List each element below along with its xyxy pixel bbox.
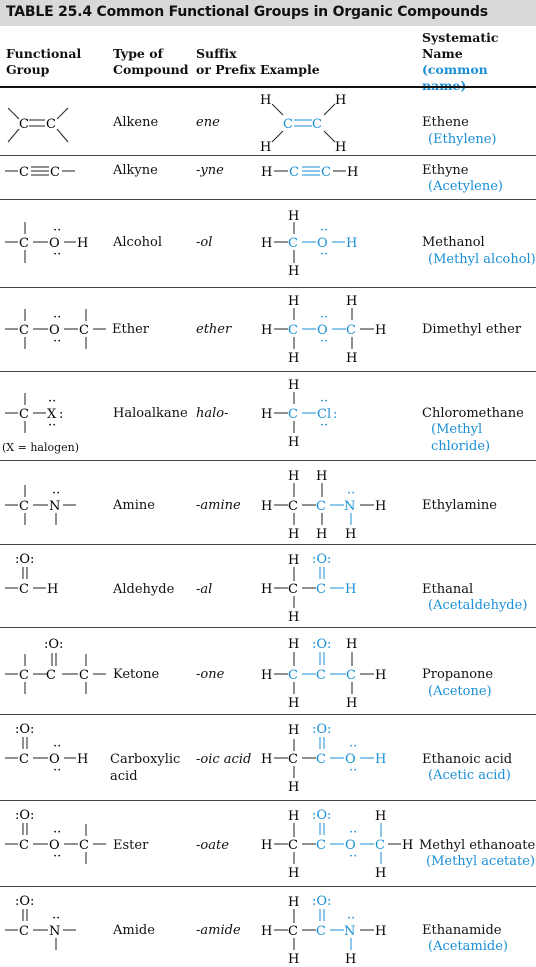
svg-text:··: ·· (53, 247, 62, 262)
table-row (0, 200, 536, 288)
header-common-name: (common (422, 62, 488, 77)
row-type: Alkene (113, 115, 159, 130)
table-row (0, 801, 536, 887)
svg-text:H: H (288, 895, 300, 910)
svg-text:C: C (19, 752, 29, 767)
svg-text:H: H (288, 780, 300, 795)
svg-text:O: O (345, 752, 356, 767)
svg-text:H: H (261, 668, 273, 683)
svg-text:H: H (347, 165, 359, 180)
svg-text:H: H (375, 499, 387, 514)
row-common-name: (Acetaldehyde) (428, 598, 528, 613)
svg-text:N: N (49, 924, 61, 939)
svg-text::O:: :O: (15, 894, 35, 909)
row-suffix: -ol (196, 235, 213, 250)
svg-text:H: H (261, 838, 273, 853)
header-example: Example (260, 62, 320, 77)
svg-text:H: H (346, 696, 358, 711)
row-suffix: -amine (196, 498, 241, 513)
svg-text:C: C (288, 668, 298, 683)
row-type: Ketone (113, 667, 160, 682)
row-name: Chloromethane (422, 406, 524, 421)
svg-text:H: H (375, 809, 387, 824)
svg-text:H: H (316, 527, 328, 542)
svg-text:C: C (79, 323, 89, 338)
svg-text:H: H (402, 838, 414, 853)
svg-text:H: H (77, 752, 89, 767)
row-suffix: -oic acid (196, 752, 252, 767)
svg-text:H: H (288, 435, 300, 450)
svg-text:··: ·· (52, 911, 61, 926)
svg-text:C: C (316, 924, 326, 939)
svg-text:C: C (375, 838, 385, 853)
svg-text:C: C (321, 165, 331, 180)
svg-text:X: X (47, 407, 57, 422)
svg-text:H: H (288, 469, 300, 484)
svg-text:H: H (261, 165, 273, 180)
svg-text:H: H (77, 236, 89, 251)
row-suffix: -one (196, 667, 225, 682)
svg-text:N: N (344, 499, 356, 514)
svg-text:H: H (375, 924, 387, 939)
svg-text:C: C (288, 407, 298, 422)
row-suffix: halo- (196, 406, 229, 421)
svg-text:C: C (316, 838, 326, 853)
row-type: Ether (112, 322, 149, 337)
svg-text:C: C (79, 668, 89, 683)
row-name: Propanone (422, 667, 494, 682)
svg-text:··: ·· (320, 394, 329, 409)
row-type: Amide (113, 923, 155, 938)
svg-text::: : (333, 407, 338, 422)
svg-text:··: ·· (48, 394, 57, 409)
table-title: TABLE 25.4 Common Functional Groups in Organic Compounds (6, 4, 488, 20)
svg-text:··: ·· (349, 849, 358, 864)
svg-text:H: H (346, 637, 358, 652)
svg-text:C: C (316, 582, 326, 597)
row-suffix: ether (196, 322, 232, 337)
row-suffix: -al (196, 582, 213, 597)
row-suffix: -amide (196, 923, 241, 938)
row-name: Methanol (422, 235, 485, 250)
svg-text:H: H (346, 236, 358, 251)
row-common-name: (Acetone) (428, 684, 492, 699)
svg-text:C: C (288, 924, 298, 939)
svg-text:H: H (260, 140, 272, 155)
svg-text:Cl: Cl (317, 407, 332, 422)
row-type: Aldehyde (113, 582, 175, 597)
svg-text:H: H (288, 696, 300, 711)
row-suffix: -yne (196, 163, 224, 178)
row-type: Ester (113, 838, 149, 853)
row-name: Ethyne (422, 163, 469, 178)
row-common-name: (Acetic acid) (428, 768, 511, 783)
svg-text:H: H (288, 809, 300, 824)
svg-text:··: ·· (349, 825, 358, 840)
svg-text::O:: :O: (312, 808, 332, 823)
table-row (0, 545, 536, 628)
svg-text:H: H (261, 924, 273, 939)
svg-text:H: H (288, 637, 300, 652)
svg-text:C: C (288, 582, 298, 597)
halogen-note: (X = halogen) (2, 441, 80, 454)
svg-text:C: C (288, 752, 298, 767)
svg-text:N: N (344, 924, 356, 939)
header-type: Type of Compound (113, 46, 189, 77)
svg-text:C: C (316, 499, 326, 514)
svg-text:··: ·· (48, 418, 57, 433)
svg-text:H: H (335, 93, 347, 108)
svg-text:C: C (288, 499, 298, 514)
svg-text:H: H (288, 294, 300, 309)
svg-text:C: C (19, 236, 29, 251)
svg-text:H: H (261, 752, 273, 767)
svg-text:C: C (46, 668, 56, 683)
svg-text:C: C (79, 838, 89, 853)
svg-text:H: H (288, 553, 300, 568)
svg-text:C: C (50, 165, 60, 180)
row-common-name: (Methyl alcohol) (428, 252, 536, 267)
svg-text:H: H (261, 323, 273, 338)
svg-text:C: C (19, 117, 29, 132)
svg-text:··: ·· (53, 334, 62, 349)
svg-text:··: ·· (347, 911, 356, 926)
row-common-name: (Ethylene) (428, 132, 497, 147)
svg-text:··: ·· (53, 849, 62, 864)
svg-text:H: H (375, 866, 387, 881)
table-row (0, 461, 536, 545)
row-name: Ethanal (422, 582, 474, 597)
svg-text:H: H (375, 323, 387, 338)
svg-text:··: ·· (53, 223, 62, 238)
row-type: Amine (113, 498, 155, 513)
svg-text:O: O (49, 236, 60, 251)
row-type: Alcohol (113, 235, 163, 250)
svg-text:C: C (19, 165, 29, 180)
svg-text:C: C (19, 668, 29, 683)
svg-text:H: H (288, 264, 300, 279)
svg-text:H: H (316, 469, 328, 484)
svg-text:H: H (346, 351, 358, 366)
svg-text:C: C (19, 582, 29, 597)
svg-text:··: ·· (53, 763, 62, 778)
table-row (0, 628, 536, 715)
svg-text::O:: :O: (312, 894, 332, 909)
svg-text:H: H (335, 140, 347, 155)
table-title-bar (0, 0, 536, 26)
svg-text:H: H (375, 752, 387, 767)
svg-text:C: C (289, 165, 299, 180)
svg-text:H: H (346, 294, 358, 309)
row-suffix: ene (196, 115, 220, 130)
svg-text:O: O (49, 838, 60, 853)
row-name: Ethanamide (422, 923, 502, 938)
row-suffix: -oate (196, 838, 229, 853)
row-name: Ethanoic acid (422, 752, 513, 767)
svg-text:··: ·· (53, 825, 62, 840)
svg-text:O: O (317, 236, 328, 251)
svg-text:H: H (288, 351, 300, 366)
svg-text:··: ·· (320, 334, 329, 349)
svg-text:C: C (283, 117, 293, 132)
svg-text:H: H (47, 582, 59, 597)
svg-text:H: H (288, 952, 300, 967)
svg-text:··: ·· (349, 763, 358, 778)
svg-text:O: O (49, 323, 60, 338)
svg-text:C: C (316, 752, 326, 767)
svg-text:H: H (288, 209, 300, 224)
svg-text:O: O (345, 838, 356, 853)
svg-text:O: O (317, 323, 328, 338)
row-name: Methyl ethanoate (419, 838, 536, 853)
row-type: Alkyne (113, 163, 158, 178)
row-name: Ethylamine (422, 498, 497, 513)
svg-text:··: ·· (53, 739, 62, 754)
header-functional-group: Functional Group (6, 46, 82, 77)
svg-text:C: C (288, 236, 298, 251)
table-row (0, 288, 536, 372)
svg-text:H: H (288, 866, 300, 881)
svg-text:··: ·· (320, 418, 329, 433)
svg-text:··: ·· (347, 486, 356, 501)
table-row (0, 88, 536, 156)
row-name: Dimethyl ether (422, 322, 522, 337)
svg-text:H: H (345, 582, 357, 597)
row-name: Ethene (422, 115, 469, 130)
row-type: Haloalkane (113, 406, 188, 421)
svg-text:C: C (19, 499, 29, 514)
svg-text:H: H (288, 527, 300, 542)
svg-text:C: C (19, 838, 29, 853)
svg-text:C: C (46, 117, 56, 132)
svg-text::O:: :O: (312, 552, 332, 567)
svg-text::O:: :O: (15, 722, 35, 737)
svg-text:H: H (345, 952, 357, 967)
table-row (0, 887, 536, 967)
svg-text:H: H (260, 93, 272, 108)
svg-text:H: H (345, 527, 357, 542)
svg-text::O:: :O: (312, 722, 332, 737)
svg-text:C: C (288, 838, 298, 853)
svg-text:··: ·· (52, 486, 61, 501)
svg-text:C: C (19, 924, 29, 939)
svg-text::O:: :O: (44, 637, 64, 652)
svg-text:C: C (346, 668, 356, 683)
svg-text:H: H (261, 582, 273, 597)
svg-text:C: C (19, 407, 29, 422)
svg-text:··: ·· (349, 739, 358, 754)
row-common-name: (Methyl chloride) (431, 422, 491, 454)
svg-text:H: H (375, 668, 387, 683)
svg-text:H: H (261, 499, 273, 514)
table-row (0, 715, 536, 801)
svg-text::O:: :O: (312, 637, 332, 652)
svg-text:H: H (288, 610, 300, 625)
table-header (0, 30, 536, 86)
row-common-name: (Methyl acetate) (426, 854, 535, 869)
svg-text:C: C (288, 323, 298, 338)
svg-text:N: N (49, 499, 61, 514)
svg-text:H: H (261, 407, 273, 422)
row-type: Carboxylic acid (110, 752, 181, 784)
table-row (0, 372, 536, 461)
svg-text:··: ·· (53, 310, 62, 325)
svg-text:··: ·· (320, 223, 329, 238)
svg-text::: : (59, 407, 64, 422)
svg-text:C: C (312, 117, 322, 132)
svg-text:C: C (346, 323, 356, 338)
svg-text::O:: :O: (15, 808, 35, 823)
svg-text:H: H (261, 236, 273, 251)
svg-text::O:: :O: (15, 552, 35, 567)
row-common-name: (Acetamide) (428, 939, 508, 954)
header-systematic-name: Systematic Name (common (422, 30, 536, 94)
table-row (0, 156, 536, 200)
svg-text:C: C (316, 668, 326, 683)
svg-text:H: H (288, 378, 300, 393)
row-common-name: (Acetylene) (428, 179, 503, 194)
svg-text:O: O (49, 752, 60, 767)
svg-text:H: H (288, 723, 300, 738)
svg-text:··: ·· (320, 310, 329, 325)
header-suffix: Suffix or Prefix (196, 46, 256, 77)
svg-text:··: ·· (320, 247, 329, 262)
svg-text:C: C (19, 323, 29, 338)
